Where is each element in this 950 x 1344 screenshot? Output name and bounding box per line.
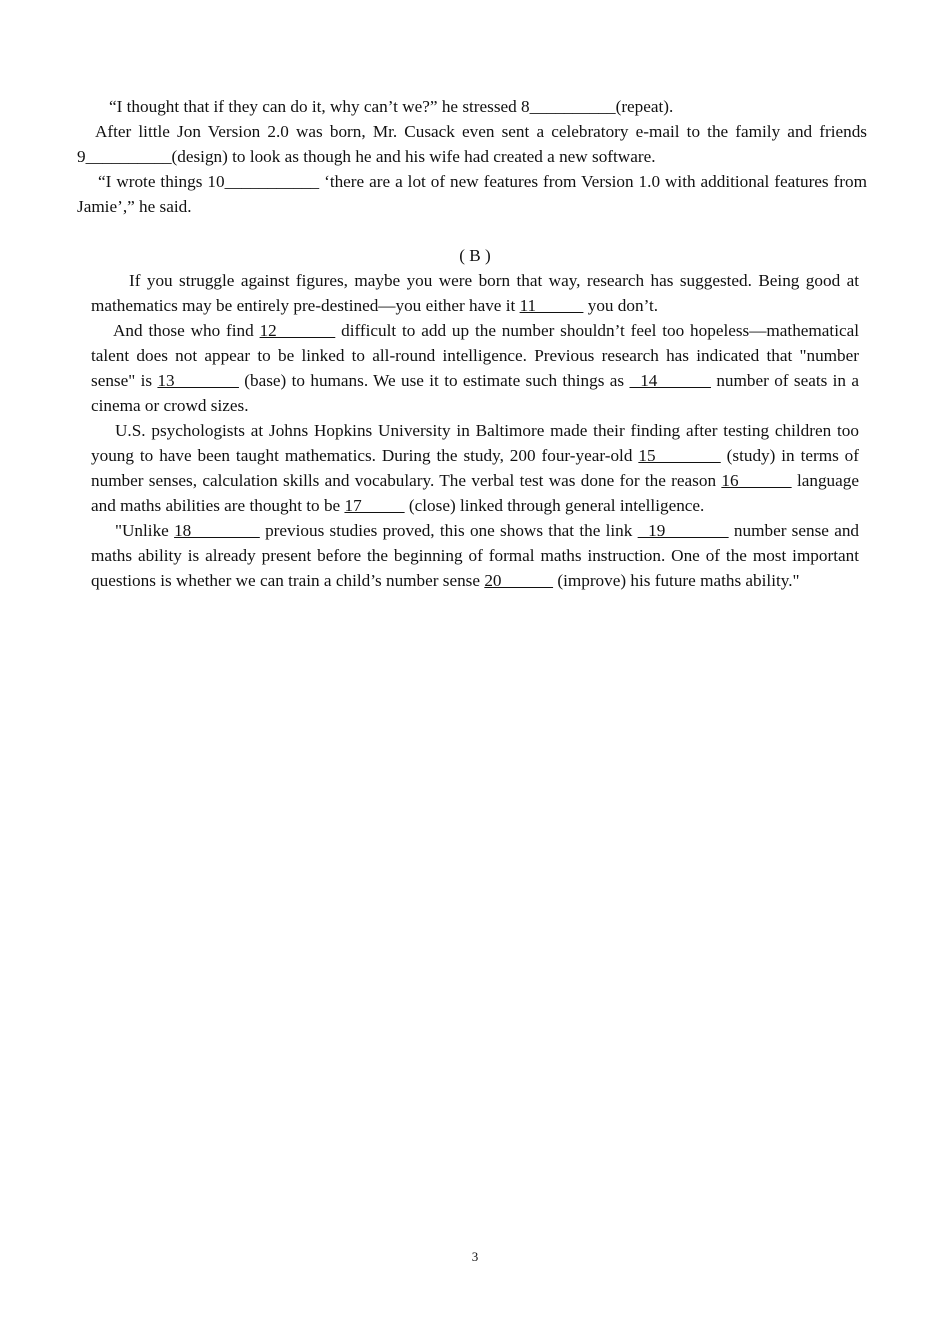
paragraph-b3 <box>91 418 859 518</box>
paragraph-a3 <box>77 169 867 219</box>
text: language and maths abilities are thought to be <box>91 471 859 515</box>
text: U.S. psychologists at Johns Hopkins University in Baltimore made their finding after testing children too young to have been taught mathematics. During the study, 200 four-year-old <box>91 421 859 465</box>
blank-19[interactable]: 19 <box>637 521 729 540</box>
paragraph-b2 <box>91 318 859 418</box>
text: (design) to look as though he and his wife had created a new software. <box>171 147 656 166</box>
blank-14[interactable]: 14 <box>629 371 711 390</box>
text: number sense and maths ability is already present before the beginning of formal maths instruction. One of the most important questions is whether we can train a child’s number sense <box>91 521 860 590</box>
paragraph-a2 <box>77 119 867 169</box>
blank-12[interactable]: 12 <box>259 321 336 340</box>
text: (repeat). <box>615 97 674 116</box>
text: (base) to humans. We use it to estimate such things as <box>238 371 630 390</box>
blank-8[interactable]: __________ <box>529 97 616 116</box>
page-number: 3 <box>471 1249 479 1264</box>
text: (improve) his future maths ability." <box>553 571 800 590</box>
text: you don’t. <box>583 296 659 315</box>
section-b-text <box>91 243 859 593</box>
text: difficult to add up the number shouldn’t feel too hopeless—mathematical talent does not appear to be linked to all-round intelligence. Previous research has indicated that "number sense" is <box>91 321 860 390</box>
blank-16[interactable]: 16 <box>721 471 792 490</box>
text: (close) linked through general intelligence. <box>404 496 705 515</box>
paragraph-b1 <box>91 268 859 318</box>
blank-9[interactable]: __________ <box>85 147 172 166</box>
text: "Unlike <box>115 521 175 540</box>
section-a-text <box>77 94 867 219</box>
text: “I thought that if they can do it, why can’t we?” he stressed 8 <box>109 97 530 116</box>
blank-20[interactable]: 20 <box>484 571 554 590</box>
text: previous studies proved, this one shows that the link <box>259 521 638 540</box>
paragraph-b4 <box>91 518 859 593</box>
blank-13[interactable]: 13 <box>157 371 239 390</box>
text: (study) in terms of number senses, calculation skills and vocabulary. The verbal test was done for the reason <box>91 446 860 490</box>
text: “I wrote things 10 <box>98 172 225 191</box>
text: number of seats in a cinema or crowd sizes. <box>91 371 860 415</box>
paragraph-a1 <box>77 94 867 119</box>
blank-15[interactable]: 15 <box>638 446 721 465</box>
text: If you struggle against figures, maybe you were born that way, research has suggested. Being good at mathematics may be entirely pre-destined—you either have it <box>91 271 859 315</box>
blank-18[interactable]: 18 <box>174 521 260 540</box>
blank-10[interactable]: ___________ <box>224 172 320 191</box>
text: After little Jon Version 2.0 was born, Mr. Cusack even sent a celebratory e-mail to the family and friends 9 <box>77 122 867 166</box>
blank-11[interactable]: 11 <box>519 296 584 315</box>
text: ‘there are a lot of new features from Version 1.0 with additional features from Jamie’,” he said. <box>77 172 867 216</box>
blank-17[interactable]: 17 <box>344 496 405 515</box>
section-b-heading: ( B ) <box>459 246 491 265</box>
text: And those who find <box>113 321 260 340</box>
